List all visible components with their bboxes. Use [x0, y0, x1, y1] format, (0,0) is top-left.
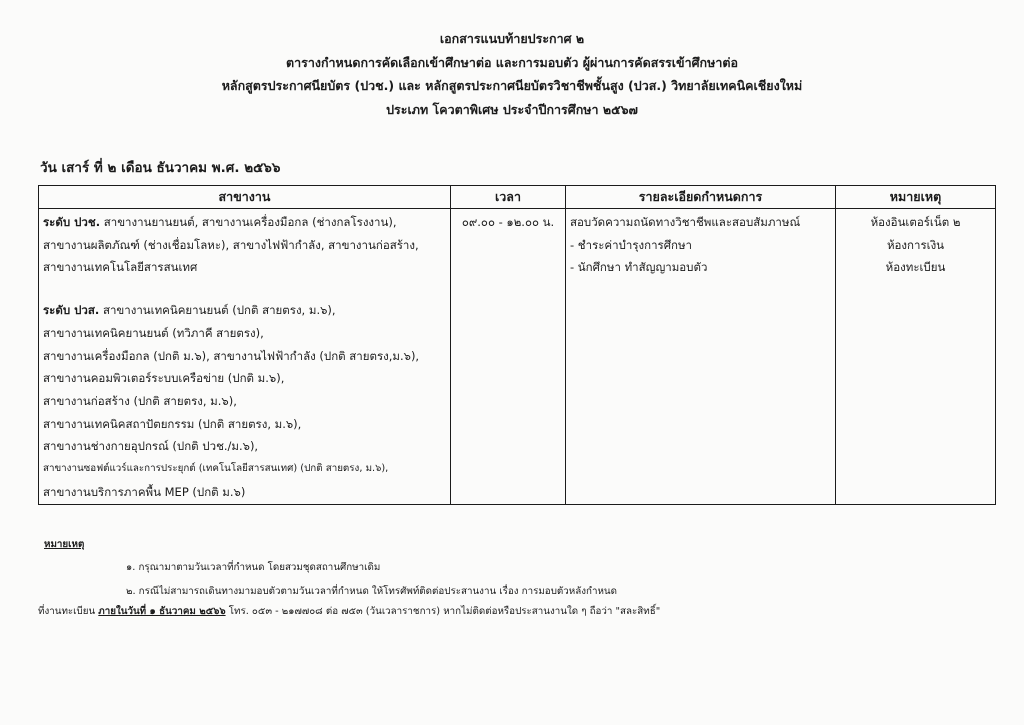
pvc-line-1	[43, 211, 446, 234]
detail-line-1: สอบวัดความถนัดทางวิชาชีพและสอบสัมภาษณ์	[570, 215, 801, 229]
contact-prefix: ที่งานทะเบียน	[38, 606, 96, 617]
header-remark: หมายเหตุ	[836, 186, 996, 209]
contact-deadline: ภายในวันที่ ๑ ธันวาคม ๒๕๖๖	[98, 606, 226, 617]
detail-cell	[566, 209, 836, 505]
pvs-line-8: สาขางานซอฟต์แวร์และการประยุกต์ (เทคโนโลยีสารสนเทศ) (ปกติ สายตรง, ม.๖),	[43, 463, 389, 475]
detail-line-2: - ชำระค่าบำรุงการศึกษา	[570, 237, 693, 252]
pvs-line-7: สาขางานช่างกายอุปกรณ์ (ปกติ ปวช./ม.๖),	[43, 439, 259, 454]
level-pvs: ระดับ ปวส.	[43, 303, 100, 318]
group-spacer	[43, 279, 446, 299]
detail-line-3: - นักศึกษา ทำสัญญามอบตัว	[570, 260, 708, 275]
document-header	[0, 32, 1024, 126]
pvc-line-2: สาขางานผลิตภัณฑ์ (ช่างเชื่อมโลหะ), สาขางไฟฟ้ากำลัง, สาขางานก่อสร้าง,	[43, 237, 419, 252]
remark-line-2: ห้องการเงิน	[886, 237, 945, 252]
header-field: สาขางาน	[39, 186, 451, 209]
table-row	[39, 209, 996, 505]
level-pvc: ระดับ ปวช.	[43, 215, 101, 229]
pvc-line-3: สาขางานเทคโนโลยีสารสนเทศ	[43, 260, 198, 275]
remark-line-3: ห้องทะเบียน	[885, 260, 946, 275]
header-line-1: เอกสารแนบท้ายประกาศ ๒	[439, 31, 585, 46]
remark-cell	[836, 209, 996, 505]
pvs-text-1: สาขางานเทคนิคยานยนต์ (ปกติ สายตรง, ม.๖),	[102, 303, 336, 318]
table-header-row	[39, 186, 996, 209]
header-time: เวลา	[451, 186, 566, 209]
notes-title: หมายเหตุ	[44, 539, 85, 550]
date-line: วัน เสาร์ ที่ ๒ เดือน ธันวาคม พ.ศ. ๒๕๖๖	[40, 160, 281, 176]
notes-section	[38, 537, 1004, 625]
pvs-line-2: สาขางานเทคนิคยานยนต์ (ทวิภาคี สายตรง),	[43, 325, 264, 340]
remark-line-1: ห้องอินเตอร์เน็ต ๒	[870, 215, 961, 229]
field-cell	[39, 209, 451, 505]
header-detail: รายละเอียดกำหนดการ	[566, 186, 836, 209]
pvs-line-9: สาขางานบริการภาคพื้น MEP (ปกติ ม.๖)	[43, 484, 246, 499]
pvs-line-4: สาขางานคอมพิวเตอร์ระบบเครือข่าย (ปกติ ม.๖),	[43, 371, 285, 386]
header-line-2: ตารางกำหนดการคัดเลือกเข้าศึกษาต่อ และการมอบตัว ผู้ผ่านการคัดสรรเข้าศึกษาต่อ	[285, 54, 738, 70]
pvs-line-3: สาขางานเครื่องมือกล (ปกติ ม.๖), สาขางานไฟฟ้ากำลัง (ปกติ สายตรง,ม.๖),	[43, 348, 420, 363]
pvs-line-6: สาขางานเทคนิคสถาปัตยกรรม (ปกติ สายตรง, ม.๖),	[43, 416, 302, 431]
contact-suffix: โทร. ๐๕๓ - ๒๑๗๗๐๘ ต่อ ๗๕๓ (วันเวลาราชการ) หากไม่ติดต่อหรือประสานงานใด ๆ ถือว่า "สละสิทธิ์"	[228, 606, 661, 617]
note-item-2: ๒. กรณีไม่สามารถเดินทางมามอบตัวตามวันเวลาที่กำหนด ให้โทรศัพท์ติดต่อประสานงาน เรื่อง การมอบตัวหลังกำหนด	[126, 586, 617, 597]
header-line-3: หลักสูตรประกาศนียบัตร (ปวช.) และ หลักสูตรประกาศนียบัตรวิชาชีพชั้นสูง (ปวส.) วิทยาลัยเทคนิคเชียงใหม่	[221, 78, 803, 94]
pvs-line-1	[43, 299, 446, 322]
contact-line	[38, 605, 1004, 625]
pvc-text-1: สาขางานยานยนต์, สาขางานเครื่องมือกล (ช่างกลโรงงาน),	[103, 215, 397, 229]
time-cell: ๐๙.๐๐ - ๑๒.๐๐ น.	[451, 209, 566, 505]
pvs-line-5: สาขางานก่อสร้าง (ปกติ สายตรง, ม.๖),	[43, 393, 237, 408]
schedule-table	[38, 185, 996, 505]
header-line-4: ประเภท โควตาพิเศษ ประจำปีการศึกษา ๒๕๖๗	[386, 101, 638, 117]
note-item-1: ๑. กรุณามาตามวันเวลาที่กำหนด โดยสวมชุดสถานศึกษาเดิม	[126, 562, 381, 573]
